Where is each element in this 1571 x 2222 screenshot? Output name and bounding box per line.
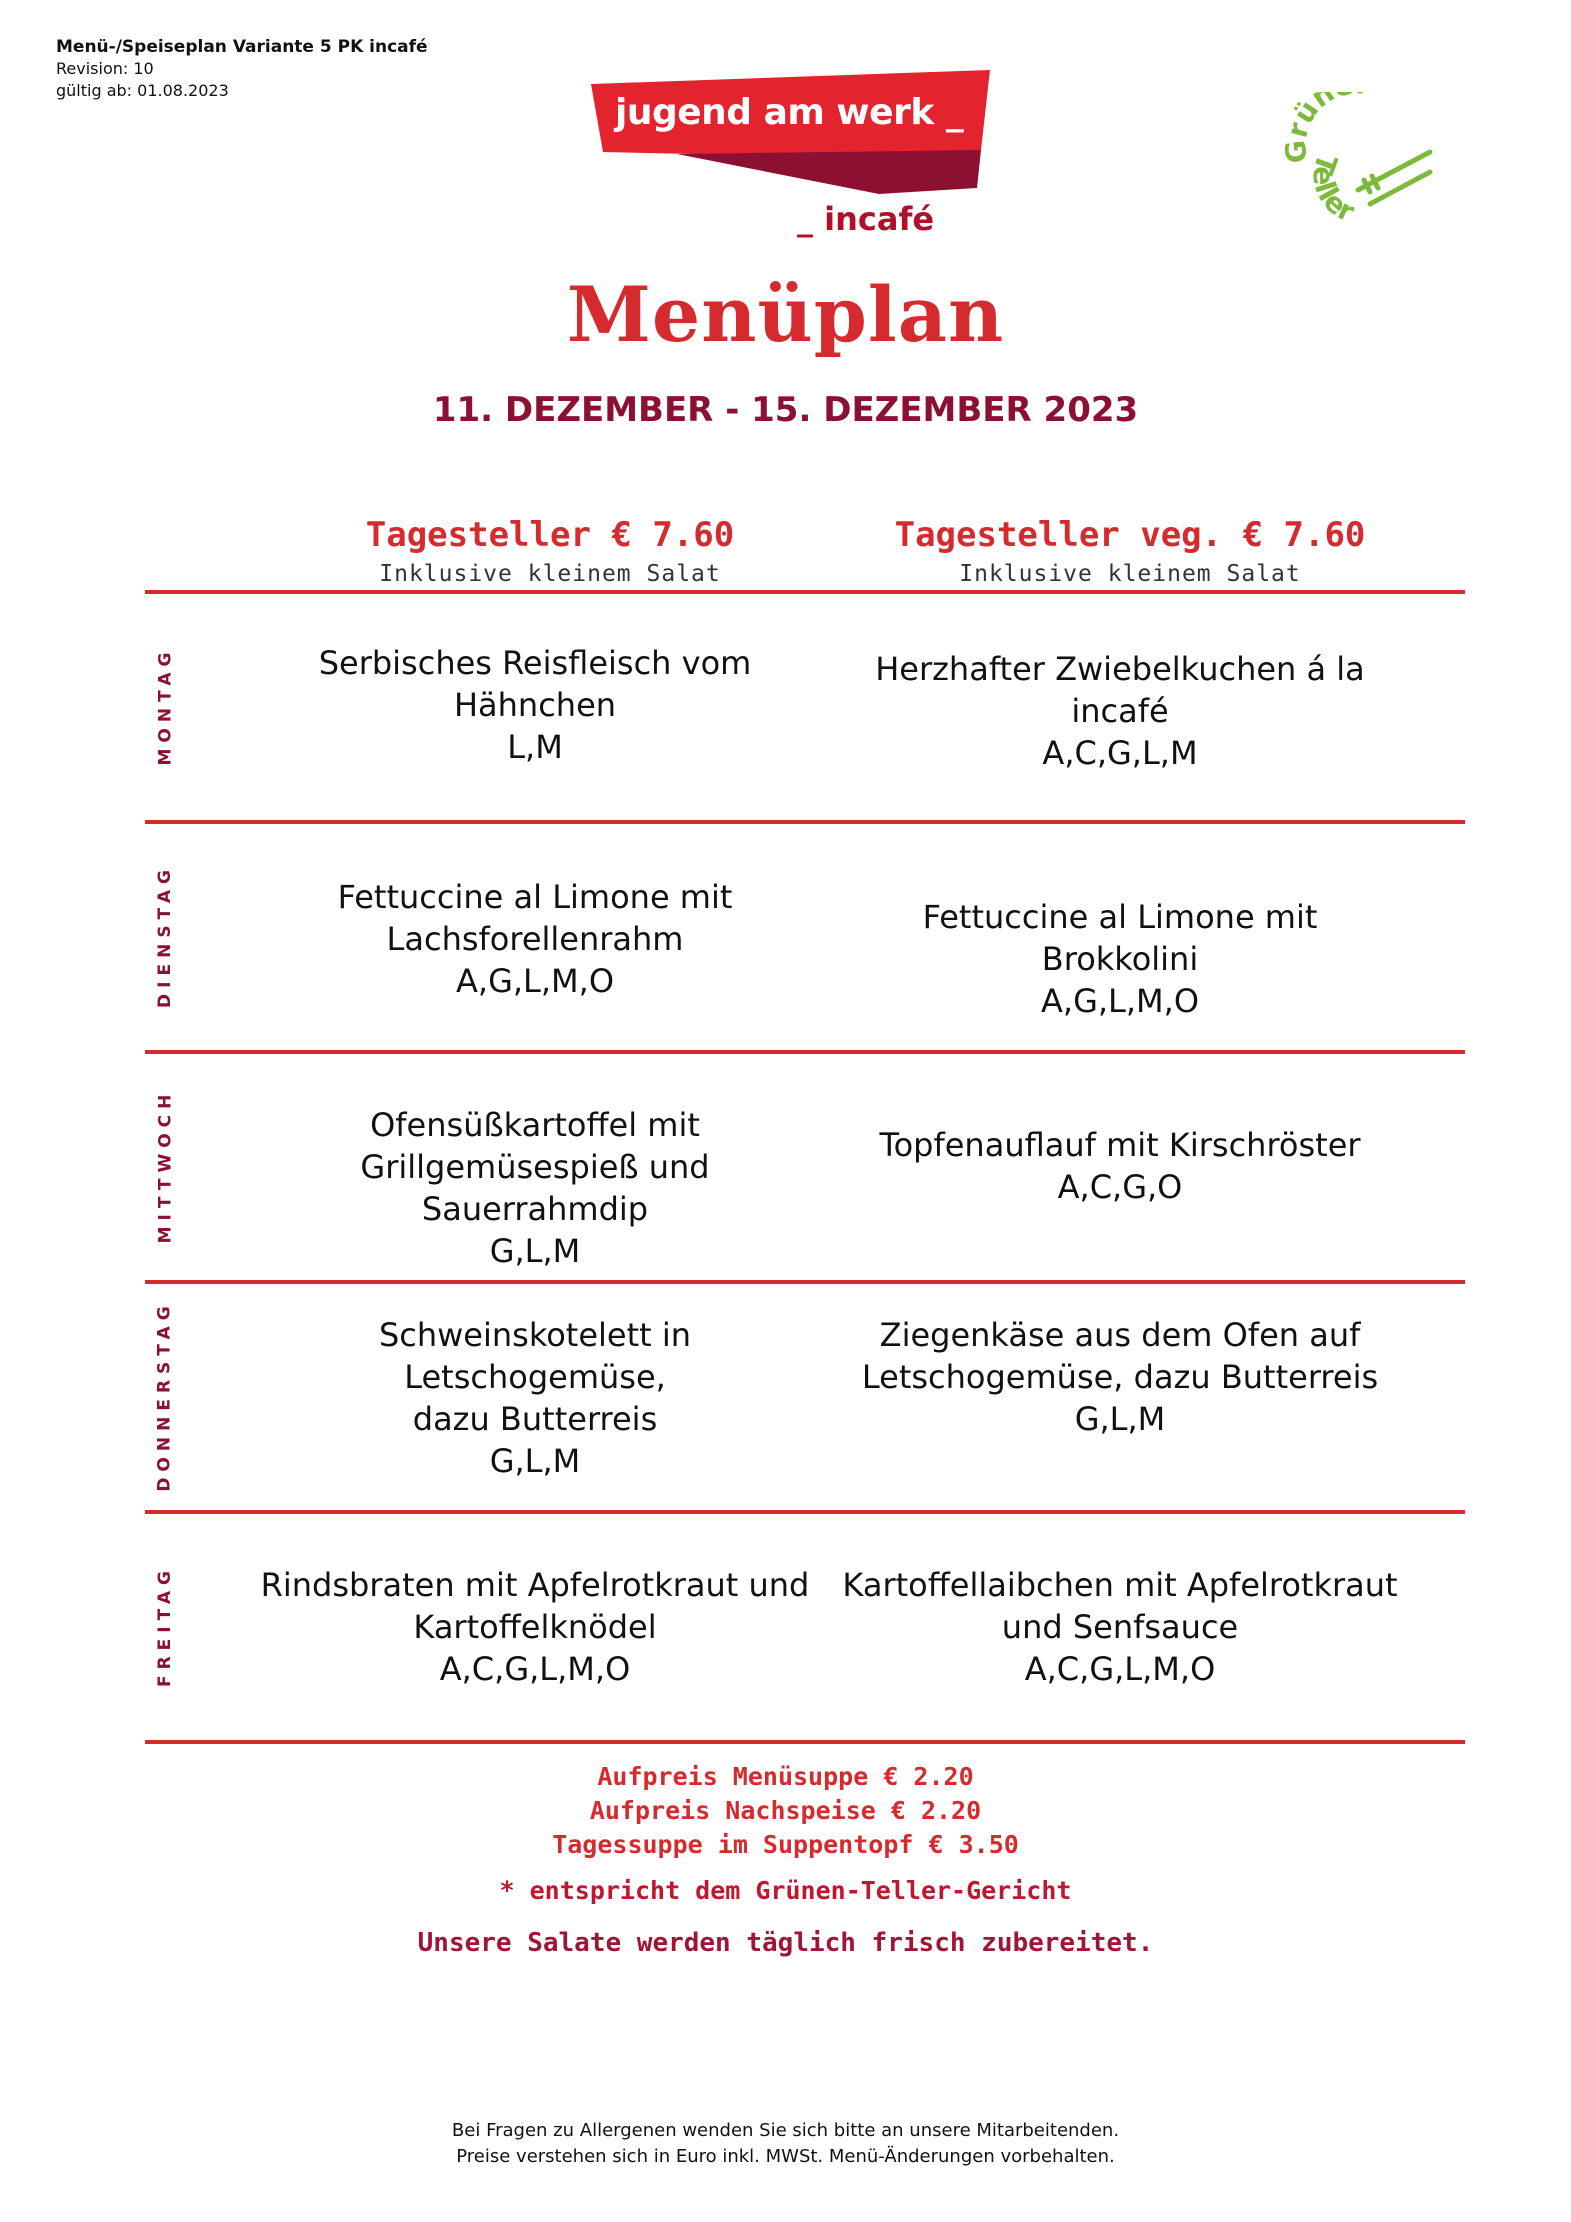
date-range: 11. DEZEMBER - 15. DEZEMBER 2023	[432, 390, 1139, 430]
column-heading: Tagesteller € 7.60	[365, 515, 735, 555]
dish-tagesteller: Ofensüßkartoffel mit Grillgemüsespieß und Sauerrahmdip G,L,M	[255, 1104, 815, 1272]
day-label: FREITAG	[155, 1564, 175, 1688]
column-subheading: Inklusive kleinem Salat	[379, 561, 721, 587]
document-meta	[56, 36, 428, 102]
dish-tagesteller: Schweinskotelett in Letschogemüse, dazu Butterreis G,L,M	[255, 1314, 815, 1482]
jugend-am-werk-logo	[585, 70, 995, 250]
page-title: Menüplan	[566, 270, 1005, 359]
allergens: A,C,G,L,M,O	[1024, 1650, 1216, 1688]
day-label: MITTWOCH	[155, 1088, 176, 1244]
allergens: G,L,M	[1074, 1400, 1166, 1438]
divider	[145, 1740, 1465, 1744]
allergens: A,C,G,L,M,O	[439, 1650, 631, 1688]
extra-pot-soup-price: Tagessuppe im Suppentopf € 3.50	[552, 1830, 1019, 1859]
column-header-tagesteller-veg	[870, 515, 1390, 587]
allergens: G,L,M	[489, 1232, 581, 1270]
column-heading: Tagesteller veg. € 7.60	[894, 515, 1366, 555]
dish-tagesteller: Rindsbraten mit Apfelrotkraut und Kartoffelknödel A,C,G,L,M,O	[255, 1564, 815, 1690]
footer-price-note: Preise verstehen sich in Euro inkl. MWSt. Menü-Änderungen vorbehalten.	[456, 2146, 1115, 2167]
logo-incafe-text: _ incafé	[797, 200, 935, 238]
gruener-teller-badge	[1280, 92, 1450, 242]
footer-allergen-note: Bei Fragen zu Allergenen wenden Sie sich bitte an unsere Mitarbeitenden.	[451, 2120, 1120, 2141]
extra-soup-price: Aufpreis Menüsuppe € 2.20	[597, 1762, 974, 1791]
dish-tagesteller-veg: Topfenauflauf mit Kirschröster A,C,G,O	[840, 1124, 1400, 1208]
extras-block	[0, 1760, 1571, 1908]
meta-valid-from: gültig ab: 01.08.2023	[56, 81, 229, 100]
day-label: MONTAG	[155, 646, 176, 766]
day-row-dienstag	[145, 824, 1465, 1048]
allergens: A,G,L,M,O	[456, 962, 614, 1000]
day-label: DIENSTAG	[155, 864, 176, 1008]
allergens: A,C,G,L,M	[1042, 734, 1198, 772]
badge-word-gruener: Grün	[1280, 92, 1341, 165]
meta-revision: Revision: 10	[56, 59, 154, 78]
day-row-mittwoch	[145, 1054, 1465, 1278]
green-plate-note: * entspricht dem Grünen-Teller-Gericht	[499, 1876, 1072, 1905]
dish-tagesteller: Serbisches Reisfleisch vom Hähnchen L,M	[255, 642, 815, 768]
dish-tagesteller-veg: Kartoffellaibchen mit Apfelrotkraut und Senfsauce A,C,G,L,M,O	[840, 1564, 1400, 1690]
day-row-montag	[145, 594, 1465, 818]
dish-tagesteller-veg: Fettuccine al Limone mit Brokkolini A,G,L,M,O	[840, 896, 1400, 1022]
allergens: L,M	[507, 728, 563, 766]
column-header-tagesteller	[290, 515, 810, 587]
allergens: A,C,G,O	[1057, 1168, 1183, 1206]
salad-note: Unsere Salate werden täglich frisch zubereitet.	[417, 1928, 1154, 1958]
dish-tagesteller-veg: Herzhafter Zwiebelkuchen á la incafé A,C,G,L,M	[840, 648, 1400, 774]
day-row-donnerstag	[145, 1284, 1465, 1508]
column-subheading: Inklusive kleinem Salat	[959, 561, 1301, 587]
extra-dessert-price: Aufpreis Nachspeise € 2.20	[589, 1796, 982, 1825]
footer	[0, 2118, 1571, 2170]
allergens: G,L,M	[489, 1442, 581, 1480]
logo-brand-text: jugend am werk _	[615, 92, 964, 133]
meta-title: Menü-/Speiseplan Variante 5 PK incafé	[56, 37, 428, 57]
dish-tagesteller-veg: Ziegenkäse aus dem Ofen auf Letschogemüse, dazu Butterreis G,L,M	[840, 1314, 1400, 1440]
day-row-freitag	[145, 1514, 1465, 1738]
dish-tagesteller: Fettuccine al Limone mit Lachsforellenrahm A,G,L,M,O	[255, 876, 815, 1002]
day-label: DONNERSTAG	[155, 1300, 176, 1492]
fork-knife-icon	[1358, 152, 1430, 204]
allergens: A,G,L,M,O	[1041, 982, 1199, 1020]
badge-word-teller: Teller	[1306, 149, 1360, 229]
